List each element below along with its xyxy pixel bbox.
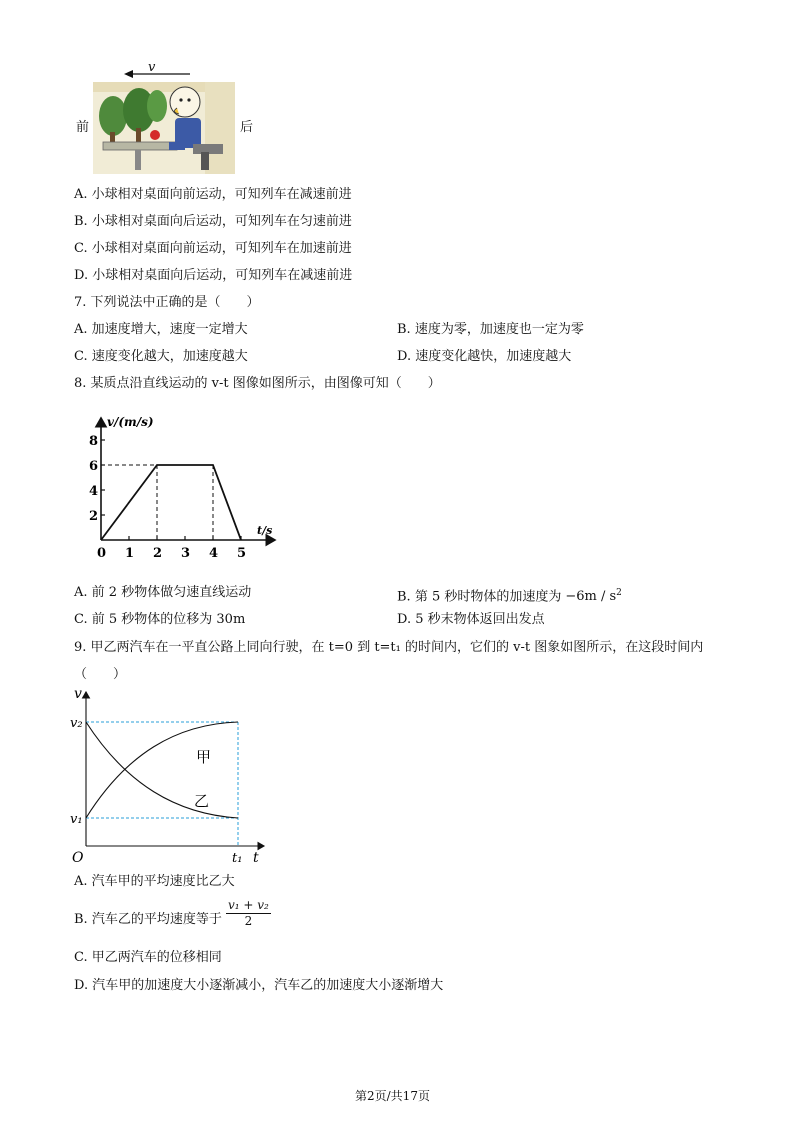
train-passenger-illustration [93,82,235,174]
chart1-series-line [101,465,241,540]
q9-option-b-text: B. 汽车乙的平均速度等于 [74,912,222,927]
q8-option-b-exponent: 2 [616,588,622,598]
chart1-ytick-2: 2 [89,509,99,524]
chart2-legend-yi: 乙 [194,792,210,810]
chart2-xtick-t1: t₁ [232,851,243,866]
chart2-ytick-v2: v₂ [70,716,83,731]
q6-option-b: B. 小球相对桌面向后运动，可知列车在匀速前进 [74,214,352,229]
q9-stem-continuation: （ ） [74,667,127,682]
velocity-arrow-icon [120,68,200,80]
q9-option-b-fraction [226,898,271,929]
q9-option-a: A. 汽车甲的平均速度比乙大 [74,874,235,889]
chart2-origin-label: O [72,850,84,866]
q6-option-a: A. 小球相对桌面向前运动，可知列车在减速前进 [74,187,352,202]
chart1-xtick-1: 1 [125,546,135,561]
chart1-xtick-2: 2 [153,546,163,561]
q7-option-a: A. 加速度增大，速度一定增大 [74,322,248,337]
q7-option-c: C. 速度变化越大，加速度越大 [74,349,248,364]
page-number: 第2页/共17页 [355,1089,430,1103]
q9-stem: 9. 甲乙两汽车在一平直公路上同向行驶，在 t=0 到 t=t₁ 的时间内，它们的 v-t 图象如图所示，在这段时间内 [74,640,704,655]
chart1-xtick-4: 4 [209,546,219,561]
chart1-ylabel: v/(m/s) [107,415,154,429]
q8-option-b [397,585,622,605]
q9-fraction-numerator: v₁ + v₂ [228,898,269,912]
q6-option-d: D. 小球相对桌面向后运动，可知列车在减速前进 [74,268,353,283]
q8-option-b-value: −6m / s [565,589,617,605]
q9-option-d: D. 汽车甲的加速度大小逐渐减小，汽车乙的加速度大小逐渐增大 [74,978,444,993]
chart2-xlabel: t [253,850,259,866]
chart1-xtick-0: 0 [97,546,107,561]
chart1-xtick-3: 3 [181,546,191,561]
q7-option-d: D. 速度变化越快，加速度越大 [397,349,572,364]
chart2-ytick-v1: v₁ [70,812,83,827]
q8-option-a: A. 前 2 秒物体做匀速直线运动 [74,585,252,600]
q8-option-d: D. 5 秒末物体返回出发点 [397,612,545,627]
chart1-ytick-4: 4 [89,484,99,499]
vt-chart-q8 [85,412,285,574]
chart2-ylabel: v [74,686,82,702]
q8-option-c: C. 前 5 秒物体的位移为 30m [74,612,246,627]
chart1-xlabel: t/s [257,524,273,537]
front-label: 前 [76,120,90,135]
q9-fraction-denominator: 2 [244,914,253,928]
q7-stem: 7. 下列说法中正确的是（ ） [74,295,260,310]
q7-option-b: B. 速度为零，加速度也一定为零 [397,322,584,337]
chart1-ytick-8: 8 [89,434,99,449]
vt-chart-q9 [66,684,276,870]
q9-option-c: C. 甲乙两汽车的位移相同 [74,950,222,965]
chart2-series-yi [86,722,238,818]
chart2-series-jia [86,722,238,818]
q8-stem: 8. 某质点沿直线运动的 v-t 图像如图所示，由图像可知（ ） [74,376,441,391]
q8-option-b-text: B. 第 5 秒时物体的加速度为 [397,589,562,605]
chart1-ytick-6: 6 [89,459,99,474]
chart2-legend-jia: 甲 [196,748,212,766]
q6-option-c: C. 小球相对桌面向前运动，可知列车在加速前进 [74,241,352,256]
chart1-xtick-5: 5 [237,546,247,561]
back-label: 后 [240,120,254,135]
velocity-label: v [148,60,156,75]
